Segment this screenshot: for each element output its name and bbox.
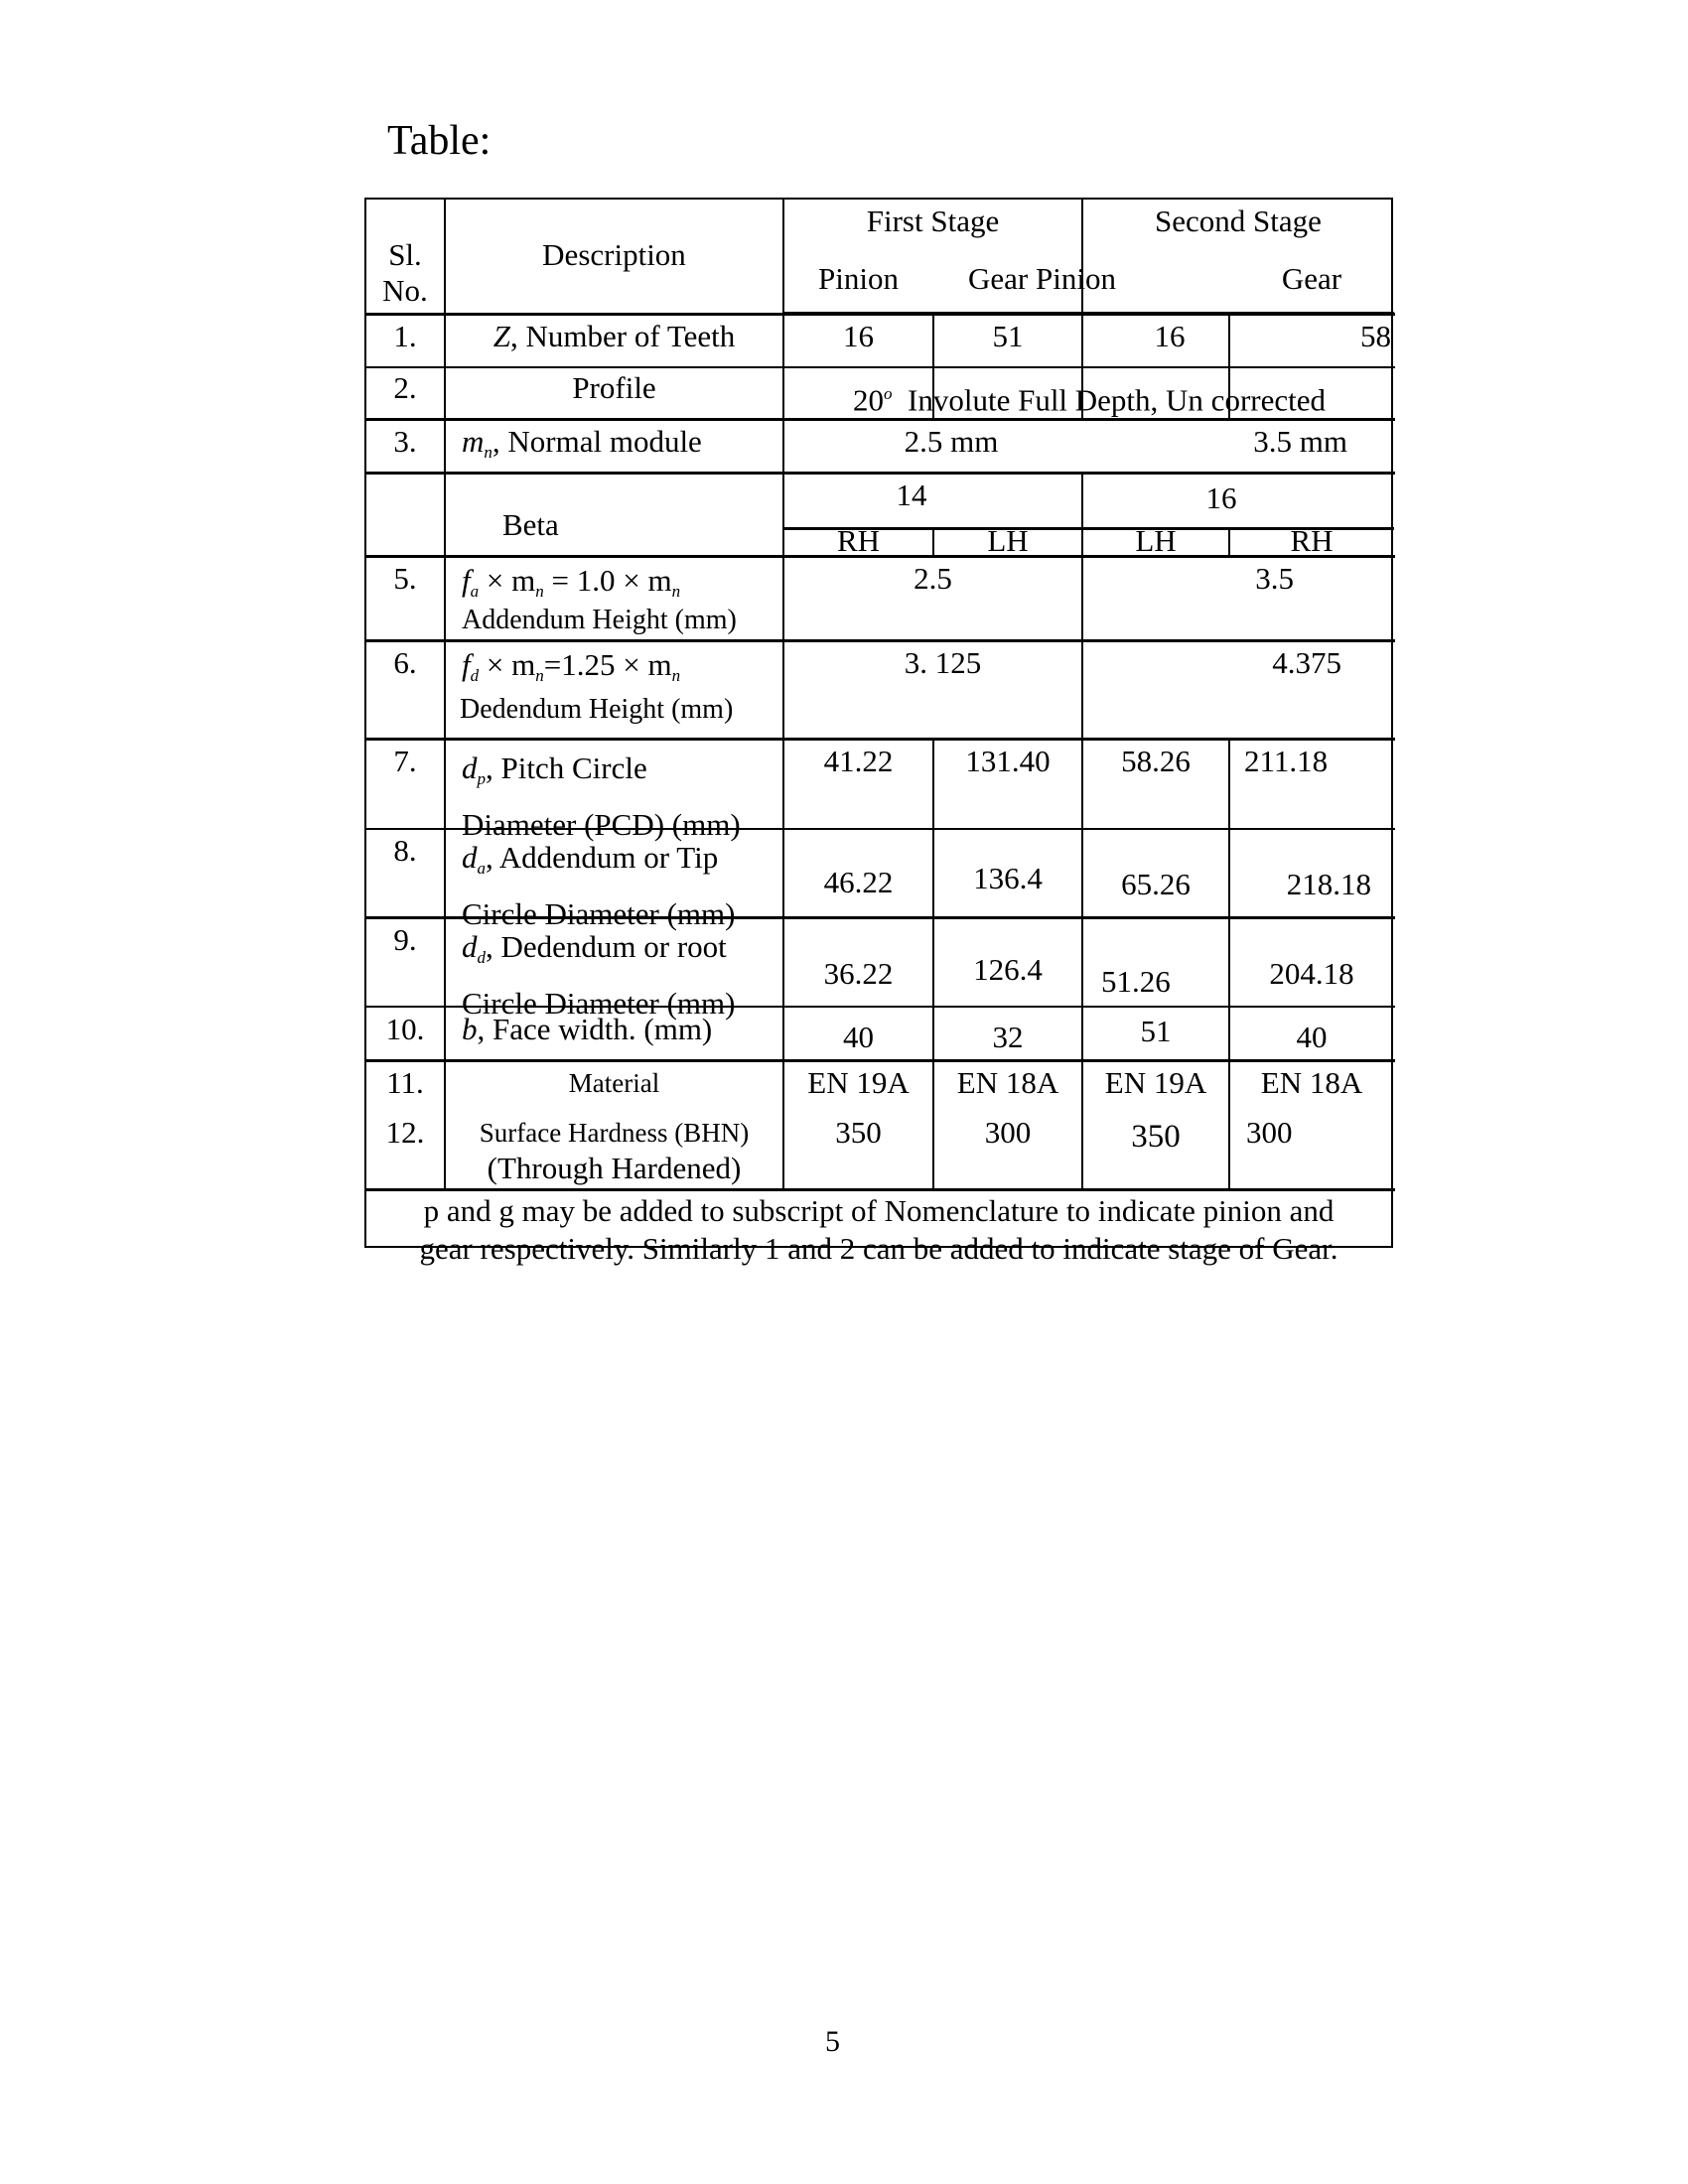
row-description: Addendum Height (mm): [462, 605, 737, 635]
description-text: Circle Diameter (mm): [462, 896, 736, 931]
cell-value: EN 18A: [956, 1065, 1059, 1100]
cell-value: 40: [1296, 1020, 1328, 1054]
cell-value: 16: [1154, 319, 1186, 353]
cell-value: 204.18: [1269, 956, 1354, 991]
row-no: 1.: [393, 319, 417, 353]
divider: [366, 472, 1395, 475]
row-no: 10.: [385, 1012, 425, 1046]
header-description: Description: [542, 237, 686, 272]
header-sl-no: [366, 237, 444, 309]
cell-value: 131.40: [965, 744, 1051, 778]
symbol: f: [462, 563, 471, 598]
subscript: a: [477, 859, 486, 878]
cell-value: EN 19A: [1104, 1065, 1207, 1100]
cell-value: 3. 125: [904, 645, 982, 680]
subscript: p: [477, 769, 486, 788]
divider: [366, 738, 1395, 741]
description-text: Diameter (PCD) (mm): [462, 807, 741, 842]
row-no: 5.: [393, 561, 417, 596]
row-description: [462, 746, 741, 848]
profile-value: [784, 376, 1394, 418]
profile-text: Involute Full Depth, Un corrected: [908, 382, 1326, 418]
header-sl: Sl.: [388, 237, 422, 272]
subscript: n: [535, 666, 544, 685]
cell-value: 41.22: [823, 744, 894, 778]
cell-value: 40: [843, 1020, 874, 1054]
formula-part: × m: [486, 563, 536, 598]
cell-value: 2.5 mm: [904, 424, 999, 459]
header-pinion: Pinion: [818, 261, 899, 296]
symbol: d: [462, 929, 478, 964]
divider: [366, 1188, 1395, 1191]
gear-specification-table: [364, 198, 1393, 1266]
cell-value: EN 19A: [807, 1065, 910, 1100]
cell-value: 58.26: [1121, 744, 1191, 778]
table-footnote: [366, 1192, 1391, 1268]
formula: [462, 647, 680, 694]
subscript: n: [535, 582, 544, 601]
row-description: [462, 835, 735, 937]
description-text: , Number of Teeth: [510, 319, 736, 353]
cell-value: 136.4: [973, 861, 1043, 895]
footnote-line: gear respectively. Similarly 1 and 2 can be added to indicate stage of Gear.: [419, 1231, 1338, 1266]
row-description: [462, 1012, 712, 1047]
row-description: [446, 319, 782, 354]
divider: [366, 639, 1395, 642]
divider: [366, 313, 1395, 316]
subscript: n: [484, 443, 492, 462]
divider: [366, 418, 1395, 421]
description-text: (Through Hardened): [487, 1151, 742, 1185]
helix-hand: RH: [836, 523, 881, 558]
row-description: Material: [568, 1068, 660, 1098]
cell-value: 51.26: [1101, 964, 1171, 999]
row-no: 7.: [393, 744, 417, 778]
subscript: d: [477, 948, 486, 967]
cell-value: 4.375: [1272, 645, 1341, 680]
row-description: [446, 1115, 782, 1186]
degree-sign: o: [884, 384, 893, 403]
cell-value: 126.4: [973, 952, 1043, 987]
subscript: d: [470, 666, 480, 685]
cell-value: 3.5 mm: [1253, 424, 1347, 459]
cell-value: 300: [984, 1115, 1032, 1150]
row-no: 9.: [393, 922, 417, 957]
divider: [366, 1059, 1395, 1062]
cell-value: 350: [1131, 1119, 1181, 1155]
page-number: 5: [825, 2025, 840, 2058]
beta-angle: 14: [896, 478, 927, 512]
header-second-stage: Second Stage: [1155, 204, 1322, 238]
beta-angle: 16: [1205, 480, 1237, 515]
cell-value: 46.22: [823, 865, 894, 899]
cell-value: 32: [992, 1020, 1024, 1054]
cell-value: 36.22: [823, 956, 894, 991]
cell-value: EN 18A: [1260, 1065, 1363, 1100]
degree-value: 20: [853, 382, 885, 418]
row-no: 6.: [393, 645, 417, 680]
cell-value: 51: [992, 319, 1024, 353]
header-no: No.: [382, 273, 428, 308]
description-text: , Pitch Circle: [486, 751, 647, 785]
cell-value: 350: [835, 1115, 882, 1150]
header-first-stage: First Stage: [866, 204, 1000, 238]
cell-value: 58: [1360, 319, 1391, 353]
description-text: Circle Diameter (mm): [462, 986, 736, 1021]
row-no: 2.: [393, 370, 417, 405]
row-no: 12.: [385, 1115, 425, 1150]
cell-value: 2.5: [914, 561, 952, 596]
row-description: Beta: [502, 507, 559, 542]
description-text: , Face width. (mm): [477, 1012, 713, 1046]
helix-hand: LH: [1135, 523, 1177, 558]
cell-value: 16: [843, 319, 874, 353]
subscript: a: [470, 582, 480, 601]
subscript: n: [671, 666, 681, 685]
symbol: d: [462, 840, 478, 875]
description-text: , Dedendum or root: [486, 929, 727, 964]
cell-value: 51: [1140, 1014, 1172, 1048]
cell-value: 211.18: [1244, 744, 1329, 778]
helix-hand: RH: [1290, 523, 1334, 558]
symbol: b: [462, 1012, 478, 1046]
row-no: 8.: [393, 833, 417, 868]
symbol: Z: [492, 319, 510, 353]
symbol: d: [462, 751, 478, 785]
row-description: [462, 424, 702, 471]
symbol: f: [462, 647, 471, 682]
cell-value: 300: [1246, 1115, 1293, 1150]
formula-part: =1.25 × m: [543, 647, 672, 682]
row-no: 3.: [393, 424, 417, 459]
row-description: Dedendum Height (mm): [460, 694, 734, 725]
cell-value: 3.5: [1255, 561, 1294, 596]
divider: [366, 366, 1395, 368]
page-title: Table:: [387, 118, 492, 164]
subscript: n: [671, 582, 681, 601]
cell-value: 218.18: [1286, 867, 1371, 901]
symbol: m: [462, 424, 485, 459]
header-gear: Gear: [1281, 261, 1342, 296]
formula-part: = 1.0 × m: [551, 563, 672, 598]
row-no: 11.: [386, 1065, 424, 1100]
header-gear-pinion: Gear Pinion: [968, 261, 1116, 296]
formula-part: × m: [486, 647, 536, 682]
cell-value: 65.26: [1121, 867, 1191, 901]
row-description: Profile: [572, 370, 656, 405]
description-text: , Addendum or Tip: [486, 840, 719, 875]
description-text: Surface Hardness (BHN): [479, 1118, 750, 1148]
footnote-line: p and g may be added to subscript of Nomenclature to indicate pinion and: [423, 1193, 1335, 1228]
description-text: , Normal module: [492, 424, 702, 459]
helix-hand: LH: [987, 523, 1029, 558]
